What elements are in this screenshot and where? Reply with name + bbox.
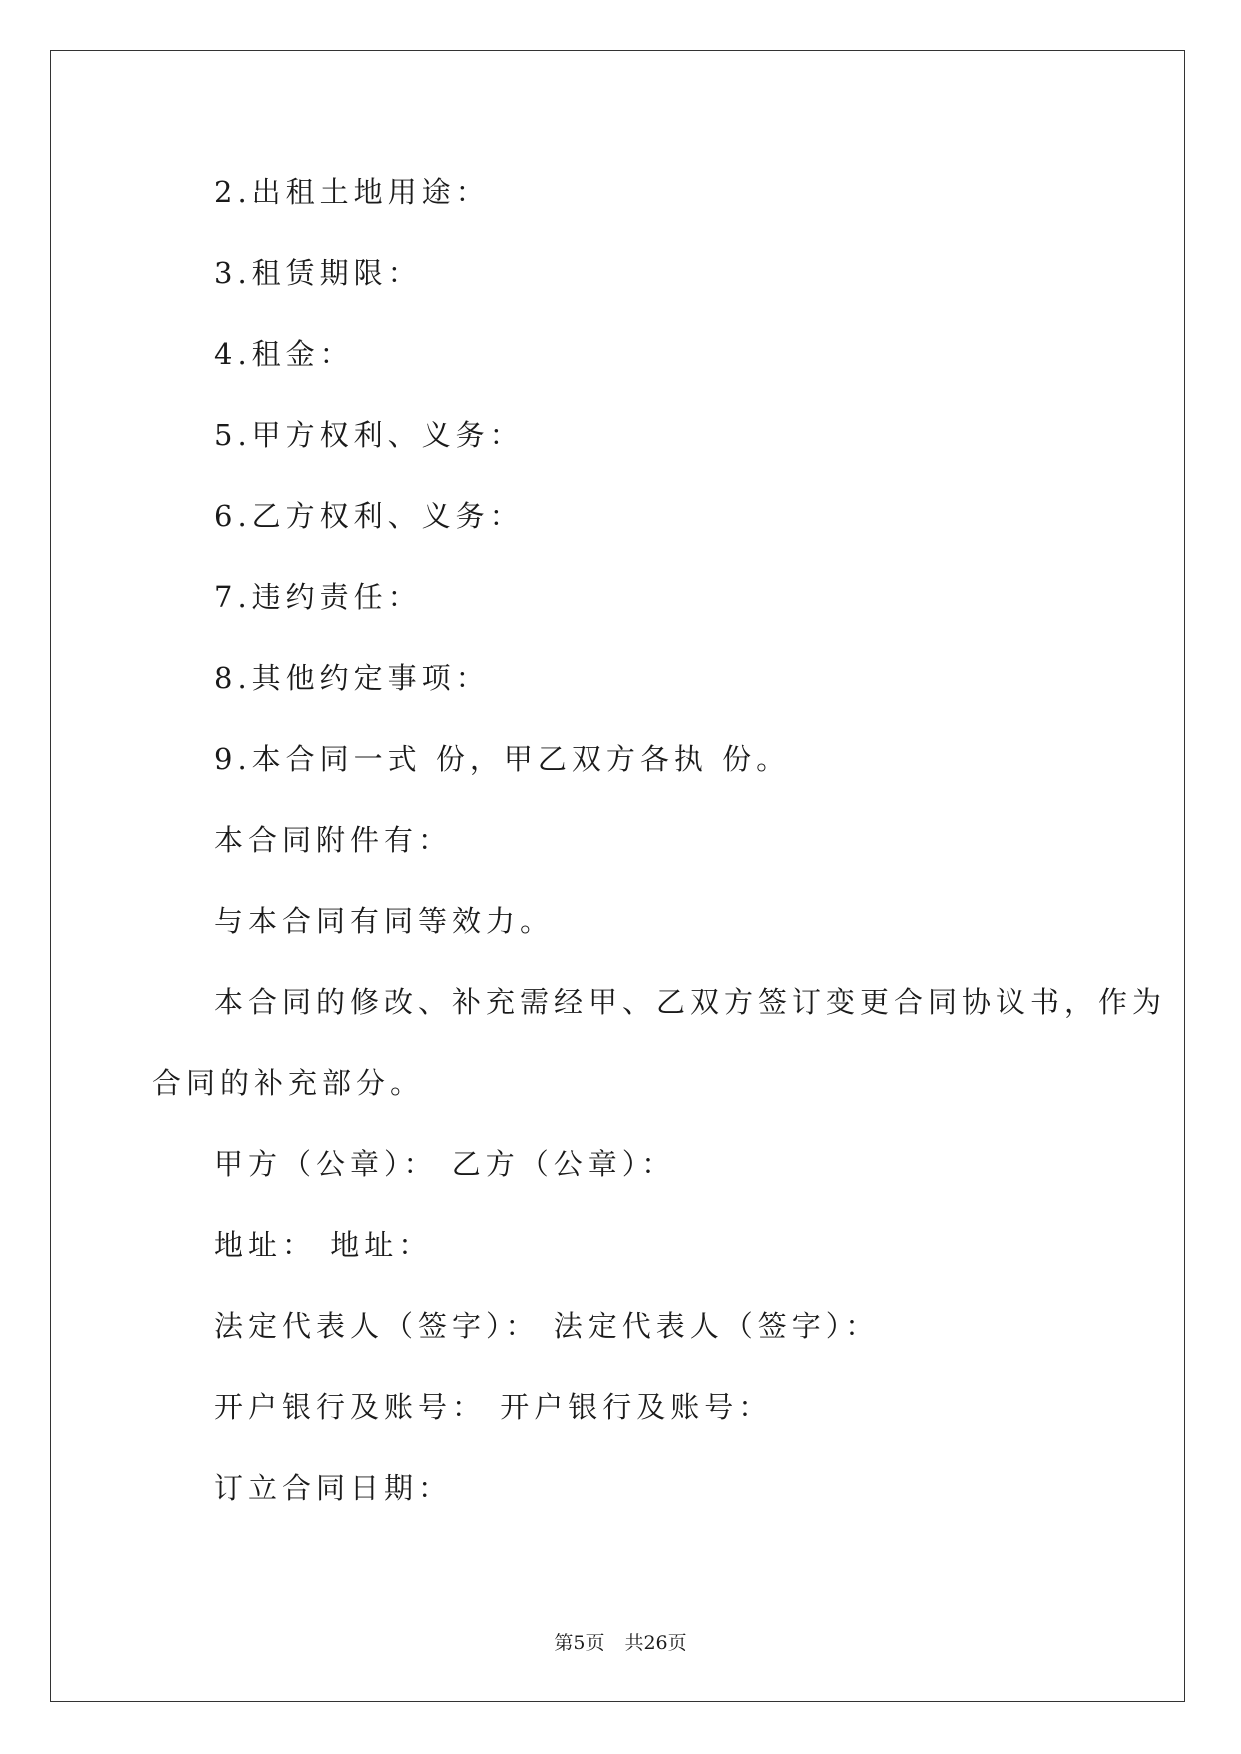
clause-land-use: 2.出租土地用途： [214, 175, 490, 209]
address-line: 地址： 地址： [214, 1228, 433, 1262]
clause-party-b-rights: 6.乙方权利、义务： [214, 499, 524, 533]
clause-lease-term: 3.租赁期限： [214, 256, 422, 290]
bank-account-line: 开户银行及账号： 开户银行及账号： [214, 1390, 773, 1424]
page-border [50, 50, 1185, 1702]
attachments-line: 本合同附件有： [214, 823, 453, 857]
page-number-total: 共26页 [624, 1632, 687, 1654]
page-number-current: 第5页 [554, 1632, 605, 1654]
contract-date-line: 订立合同日期： [214, 1471, 453, 1505]
clause-rent: 4.租金： [214, 337, 354, 371]
equal-validity-line: 与本合同有同等效力。 [214, 904, 555, 938]
legal-rep-line: 法定代表人（签字）： 法定代表人（签字）： [214, 1309, 880, 1343]
amendment-line-1: 本合同的修改、补充需经甲、乙双方签订变更合同协议书，作为 [214, 985, 1167, 1019]
clause-copies: 9.本合同一式 份，甲乙双方各执 份。 [214, 742, 791, 776]
clause-party-a-rights: 5.甲方权利、义务： [214, 418, 524, 452]
clause-breach-liability: 7.违约责任： [214, 580, 422, 614]
clause-other-matters: 8.其他约定事项： [214, 661, 490, 695]
seal-line: 甲方（公章）： 乙方（公章）： [214, 1147, 676, 1181]
page-footer [0, 1634, 1241, 1653]
amendment-line-2: 合同的补充部分。 [152, 1066, 425, 1100]
